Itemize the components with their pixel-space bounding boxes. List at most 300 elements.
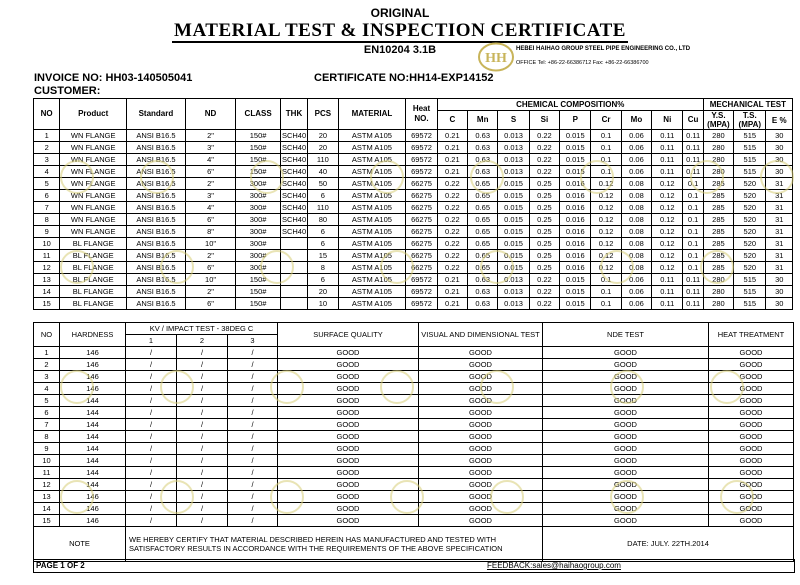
cell: 8": [185, 226, 236, 238]
cell: 14: [34, 286, 60, 298]
cell: /: [126, 359, 177, 371]
cell: /: [126, 467, 177, 479]
cell: 0.12: [652, 238, 683, 250]
cell: 6: [308, 238, 338, 250]
cell: 30: [766, 274, 793, 286]
cell: /: [228, 431, 278, 443]
cell: 6: [308, 226, 338, 238]
cell: 31: [766, 190, 793, 202]
cell: 0.013: [498, 154, 529, 166]
cell: SCH40: [281, 154, 307, 164]
feedback-email-link[interactable]: FEEDBACK:sales@haihaogroup.com: [487, 561, 621, 570]
cell: /: [177, 407, 228, 419]
cell: 20: [308, 286, 338, 298]
col-mech-0: Y.S. (MPA): [703, 111, 733, 130]
cell: GOOD: [543, 455, 709, 467]
cell: 520: [734, 226, 766, 238]
col-kv-1: 1: [126, 335, 177, 347]
cell: 0.22: [437, 202, 467, 214]
col-material: MATERIAL: [338, 99, 406, 130]
cell: 110: [308, 154, 338, 166]
cell: 0.65: [468, 190, 498, 202]
cell: 0.22: [529, 142, 559, 154]
cell: GOOD: [543, 419, 709, 431]
cell: 2: [34, 359, 60, 371]
cell: 515: [734, 166, 766, 178]
cell: 0.22: [529, 166, 559, 178]
cell: GOOD: [543, 479, 709, 491]
cell: 0.11: [652, 298, 683, 310]
cell: 0.65: [468, 250, 498, 262]
cell: 0.63: [468, 166, 498, 178]
cell: ANSI B16.5: [127, 238, 186, 250]
table-row: [34, 503, 794, 515]
cell: GOOD: [278, 407, 419, 419]
cell: GOOD: [709, 359, 794, 371]
cell: 0.015: [498, 202, 529, 214]
cell: GOOD: [278, 359, 419, 371]
cell: 0.25: [529, 202, 559, 214]
cell: GOOD: [419, 479, 543, 491]
table-row: [34, 226, 793, 238]
cell: 0.015: [498, 190, 529, 202]
cell: 150#: [236, 298, 281, 310]
col-chem-7: Ni: [652, 111, 683, 130]
cell: ASTM A105: [338, 202, 406, 214]
cell: 146: [60, 515, 126, 527]
cell: 0.25: [529, 214, 559, 226]
cell: 30: [766, 286, 793, 298]
cell: 0.12: [591, 190, 621, 202]
table-row: [34, 298, 793, 310]
cell: 0.1: [591, 154, 621, 166]
col-no: NO: [34, 323, 60, 347]
cell: SCH40: [281, 142, 307, 152]
cell: 0.013: [498, 286, 529, 298]
table-row: [34, 491, 794, 503]
cell: WN FLANGE: [60, 214, 127, 226]
standard-label: EN10204 3.1B: [363, 44, 437, 56]
cell: ANSI B16.5: [127, 142, 186, 154]
cell: 280: [703, 130, 733, 142]
col-chem-6: Mo: [621, 111, 651, 130]
cell: GOOD: [278, 479, 419, 491]
table-row: [34, 395, 794, 407]
cell: 520: [734, 250, 766, 262]
cell: ANSI B16.5: [127, 226, 186, 238]
table-row: [34, 166, 793, 178]
cell: 14: [34, 503, 60, 515]
col-chem-4: P: [560, 111, 591, 130]
cell: 31: [766, 202, 793, 214]
cell: 0.015: [498, 178, 529, 190]
cell: /: [126, 347, 177, 359]
cell: 0.12: [652, 214, 683, 226]
cell: GOOD: [709, 515, 794, 527]
cell: 300#: [236, 190, 281, 202]
cell: 66275: [406, 214, 437, 226]
cell: ASTM A105: [338, 178, 406, 190]
cell: 0.65: [468, 226, 498, 238]
cell: 0.013: [498, 130, 529, 142]
cell: 7: [34, 202, 60, 214]
cell: 4": [185, 154, 236, 166]
cell: 4: [34, 166, 60, 178]
cell: /: [228, 467, 278, 479]
cell: 520: [734, 202, 766, 214]
cell: WN FLANGE: [60, 154, 127, 166]
cell: 144: [60, 407, 126, 419]
cell: GOOD: [278, 431, 419, 443]
cell: ASTM A105: [338, 190, 406, 202]
cell: GOOD: [278, 347, 419, 359]
cell: 30: [766, 298, 793, 310]
cell: ANSI B16.5: [127, 250, 186, 262]
invoice-number: INVOICE NO: HH03-140505041: [34, 72, 193, 84]
col-mechanical-test: MECHANICAL TEST: [703, 99, 792, 111]
cell: 0.1: [591, 286, 621, 298]
cell: 0.12: [652, 262, 683, 274]
cell: BL FLANGE: [60, 286, 127, 298]
cell: 66275: [406, 250, 437, 262]
col-standard: Standard: [127, 99, 186, 130]
cell: /: [228, 479, 278, 491]
cell: 0.65: [468, 214, 498, 226]
cell: WN FLANGE: [60, 166, 127, 178]
cell: /: [177, 419, 228, 431]
customer-label: CUSTOMER:: [34, 85, 101, 97]
cell: 0.013: [498, 298, 529, 310]
cell: 66275: [406, 262, 437, 274]
cell: /: [177, 347, 228, 359]
cell: GOOD: [278, 467, 419, 479]
cell: [280, 298, 307, 310]
cell: 4: [34, 383, 60, 395]
cell: 0.08: [621, 226, 651, 238]
cell: ANSI B16.5: [127, 190, 186, 202]
cell: 66275: [406, 202, 437, 214]
cell: /: [177, 371, 228, 383]
cell: 0.016: [560, 190, 591, 202]
cell: ASTM A105: [338, 226, 406, 238]
original-label: ORIGINAL: [370, 6, 430, 20]
cell: 31: [766, 250, 793, 262]
cell: WN FLANGE: [60, 202, 127, 214]
cell: 0.08: [621, 250, 651, 262]
cell: GOOD: [278, 503, 419, 515]
cell: 2": [185, 178, 236, 190]
cell: 0.21: [437, 286, 467, 298]
table-row: [34, 178, 793, 190]
cell: GOOD: [419, 467, 543, 479]
cell: /: [126, 419, 177, 431]
cell: 66275: [406, 238, 437, 250]
composition-table: [33, 98, 793, 310]
cell: 146: [60, 359, 126, 371]
table-row: [34, 407, 794, 419]
cell: GOOD: [709, 479, 794, 491]
col-heat-treatment: HEAT TREATMENT: [709, 323, 794, 347]
table-row: [34, 419, 794, 431]
cell: /: [228, 515, 278, 527]
table-row: [34, 142, 793, 154]
cell: 15: [34, 515, 60, 527]
cell: /: [177, 455, 228, 467]
cell: 144: [60, 455, 126, 467]
cell: 0.63: [468, 142, 498, 154]
cell: 0.22: [529, 286, 559, 298]
cell: 515: [734, 274, 766, 286]
page-indicator: PAGE 1 OF 2: [36, 561, 85, 570]
cell: 13: [34, 274, 60, 286]
cell: GOOD: [709, 503, 794, 515]
table-row: [34, 262, 793, 274]
cell: GOOD: [419, 431, 543, 443]
cell: 15: [34, 298, 60, 310]
cell: /: [177, 515, 228, 527]
cell: 6": [185, 214, 236, 226]
cell: /: [228, 371, 278, 383]
cell: 0.12: [652, 226, 683, 238]
table-row: [34, 347, 794, 359]
cell: 30: [766, 130, 793, 142]
cell: 0.63: [468, 298, 498, 310]
cell: ANSI B16.5: [127, 274, 186, 286]
cell: 69572: [406, 130, 437, 142]
cell: 280: [703, 298, 733, 310]
cell: 10": [185, 274, 236, 286]
cell: 0.22: [437, 190, 467, 202]
cell: 0.21: [437, 274, 467, 286]
cell: 0.06: [621, 286, 651, 298]
cell: GOOD: [278, 515, 419, 527]
cell: GOOD: [543, 515, 709, 527]
cell: 31: [766, 226, 793, 238]
cell: 0.11: [683, 166, 703, 178]
col-product: Product: [60, 99, 127, 130]
cell: 150#: [236, 286, 281, 298]
cell: GOOD: [278, 371, 419, 383]
cell: GOOD: [419, 383, 543, 395]
table-row: [34, 250, 793, 262]
cell: 6: [34, 407, 60, 419]
cell: /: [228, 407, 278, 419]
table-row: [34, 383, 794, 395]
cell: 15: [308, 250, 338, 262]
cell: 2": [185, 286, 236, 298]
cell: 66275: [406, 226, 437, 238]
cell: 6": [185, 298, 236, 310]
cell: 285: [703, 238, 733, 250]
cell: /: [177, 443, 228, 455]
cell: 69572: [406, 154, 437, 166]
cell: ASTM A105: [338, 142, 406, 154]
col-nd: ND: [185, 99, 236, 130]
cell: 0.1: [683, 250, 703, 262]
cell: ASTM A105: [338, 298, 406, 310]
cell: 300#: [236, 202, 281, 214]
cell: 0.08: [621, 202, 651, 214]
cell: 0.12: [591, 214, 621, 226]
cell: SCH40: [281, 166, 307, 176]
cell: 0.22: [437, 214, 467, 226]
cell: 280: [703, 142, 733, 154]
col-visual-dimensional: VISUAL AND DIMENSIONAL TEST: [419, 323, 543, 347]
cell: 0.12: [591, 226, 621, 238]
cell: GOOD: [419, 407, 543, 419]
cell: GOOD: [709, 347, 794, 359]
cell: 0.06: [621, 142, 651, 154]
cell: 0.1: [683, 262, 703, 274]
cell: 0.25: [529, 226, 559, 238]
cell: 0.63: [468, 154, 498, 166]
cell: 6": [185, 166, 236, 178]
inspection-table: [33, 322, 794, 562]
col-chemical-composition: CHEMICAL COMPOSITION%: [437, 99, 703, 111]
cell: 0.015: [560, 274, 591, 286]
cell: ANSI B16.5: [127, 166, 186, 178]
cell: 285: [703, 226, 733, 238]
cell: 6: [308, 190, 338, 202]
table-row: [34, 479, 794, 491]
cell: 40: [308, 166, 338, 178]
cell: BL FLANGE: [60, 250, 127, 262]
cell: 0.22: [437, 250, 467, 262]
cell: 0.1: [591, 142, 621, 154]
cell: GOOD: [709, 467, 794, 479]
cell: 520: [734, 262, 766, 274]
cell: /: [126, 383, 177, 395]
col-chem-2: S: [498, 111, 529, 130]
cell: BL FLANGE: [60, 262, 127, 274]
cell: 9: [34, 443, 60, 455]
cell: /: [228, 347, 278, 359]
cell: 31: [766, 238, 793, 250]
cell: BL FLANGE: [60, 238, 127, 250]
col-chem-0: C: [437, 111, 467, 130]
cell: 69572: [406, 166, 437, 178]
cell: /: [126, 491, 177, 503]
cell: 515: [734, 142, 766, 154]
cell: GOOD: [543, 443, 709, 455]
cell: 0.08: [621, 238, 651, 250]
cell: GOOD: [419, 515, 543, 527]
page-footer: [33, 559, 795, 573]
cell: /: [177, 467, 228, 479]
cell: ASTM A105: [338, 214, 406, 226]
cell: 5: [34, 395, 60, 407]
cell: 6: [34, 190, 60, 202]
cell: GOOD: [543, 431, 709, 443]
cell: GOOD: [419, 347, 543, 359]
col-surface-quality: SURFACE QUALITY: [278, 323, 419, 347]
cell: 80: [308, 214, 338, 226]
cell: 0.015: [498, 238, 529, 250]
cell: 0.25: [529, 262, 559, 274]
cell: 144: [60, 443, 126, 455]
cell: 0.013: [498, 166, 529, 178]
cell: 0.015: [560, 142, 591, 154]
cell: WN FLANGE: [60, 190, 127, 202]
cell: 520: [734, 214, 766, 226]
cell: /: [126, 407, 177, 419]
cell: ANSI B16.5: [127, 262, 186, 274]
table-row: [34, 371, 794, 383]
cell: 9: [34, 226, 60, 238]
cell: 31: [766, 214, 793, 226]
cell: [280, 250, 307, 262]
col-kv-impact: KV / IMPACT TEST - 38DEG C: [126, 323, 278, 335]
cell: /: [228, 491, 278, 503]
cell: WN FLANGE: [60, 226, 127, 238]
cell: 0.63: [468, 286, 498, 298]
cell: 0.08: [621, 214, 651, 226]
cell: 0.1: [683, 178, 703, 190]
cell: 0.21: [437, 298, 467, 310]
cell: 300#: [236, 262, 281, 274]
cell: 0.016: [560, 262, 591, 274]
cell: SCH40: [281, 214, 307, 224]
cell: 280: [703, 286, 733, 298]
cell: 8: [34, 214, 60, 226]
table-row: [34, 190, 793, 202]
cell: GOOD: [709, 395, 794, 407]
cell: 0.06: [621, 166, 651, 178]
cell: /: [177, 431, 228, 443]
col-kv-3: 3: [228, 335, 278, 347]
cell: 146: [60, 371, 126, 383]
cell: GOOD: [419, 503, 543, 515]
col-mech-1: T.S. (MPA): [734, 111, 766, 130]
cell: /: [126, 479, 177, 491]
cell: GOOD: [543, 491, 709, 503]
cell: /: [177, 383, 228, 395]
cell: ASTM A105: [338, 154, 406, 166]
cell: GOOD: [543, 467, 709, 479]
cell: 0.11: [683, 154, 703, 166]
cell: GOOD: [709, 419, 794, 431]
cell: 1: [34, 130, 60, 142]
cell: 150#: [236, 142, 281, 154]
cell: ASTM A105: [338, 262, 406, 274]
table-row: [34, 202, 793, 214]
cell: GOOD: [419, 455, 543, 467]
col-heat-no: Heat NO.: [406, 99, 437, 130]
cell: 0.22: [529, 154, 559, 166]
cell: 146: [60, 503, 126, 515]
cell: 8: [34, 431, 60, 443]
cell: ANSI B16.5: [127, 202, 186, 214]
cell: 300#: [236, 178, 281, 190]
cell: 0.015: [498, 262, 529, 274]
col-thk: THK: [280, 99, 307, 130]
cell: 0.21: [437, 130, 467, 142]
cell: GOOD: [278, 419, 419, 431]
cell: 69572: [406, 286, 437, 298]
cell: 10: [34, 238, 60, 250]
cell: 0.1: [683, 214, 703, 226]
cell: 0.11: [683, 298, 703, 310]
col-chem-8: Cu: [683, 111, 703, 130]
cell: 0.22: [529, 130, 559, 142]
cell: 0.12: [652, 202, 683, 214]
cell: GOOD: [278, 383, 419, 395]
cell: /: [228, 443, 278, 455]
cell: 0.11: [683, 274, 703, 286]
cell: /: [126, 503, 177, 515]
cell: 30: [766, 154, 793, 166]
cell: 10: [34, 455, 60, 467]
